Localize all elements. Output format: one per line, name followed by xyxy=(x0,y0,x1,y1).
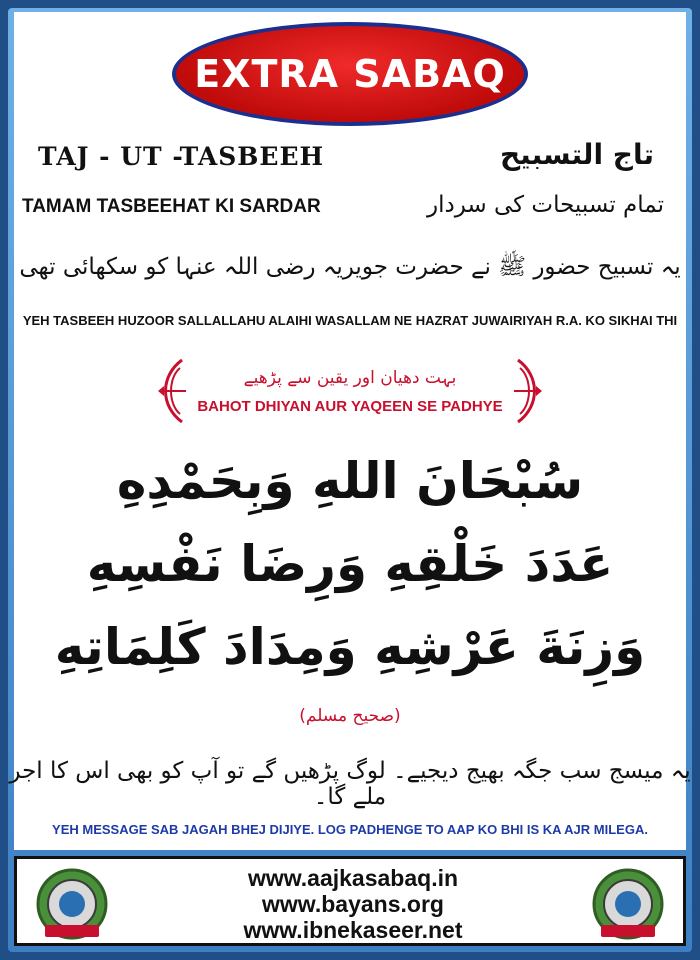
title-banner xyxy=(172,22,528,126)
right-logo-icon xyxy=(589,865,667,943)
hadith-reference: (صحیح مسلم) xyxy=(299,706,401,726)
tasbeeh-line-1: سُبْحَانَ اللهِ وَبِحَمْدِهِ xyxy=(116,452,584,510)
website-link-3[interactable]: www.ibnekaseer.net xyxy=(243,917,463,943)
title-urdu: تاج التسبیح xyxy=(499,138,654,171)
note-english: BAHOT DHIYAN AUR YAQEEN SE PADHYE xyxy=(197,398,503,415)
subtitle-english: TAMAM TASBEEHAT KI SARDAR xyxy=(22,196,321,217)
message-urdu: یہ میسج سب جگہ بھیج دیجیے۔ لوگ پڑھیں گے تو آپ کو بھی اس کا اجر ملے گا۔ xyxy=(9,758,691,810)
message-english: YEH MESSAGE SAB JAGAH BHEJ DIJIYE. LOG PADHENGE TO AAP KO BHI IS KA AJR MILEGA. xyxy=(52,822,648,837)
website-link-1[interactable]: www.aajkasabaq.in xyxy=(247,865,459,891)
banner-text: EXTRA SABAQ xyxy=(194,52,506,96)
tasbeeh-line-3: وَزِنَةَ عَرْشِهِ وَمِدَادَ كَلِمَاتِهِ xyxy=(54,618,646,676)
tasbeeh-line-2: عَدَدَ خَلْقِهِ وَرِضَا نَفْسِهِ xyxy=(86,535,614,593)
intro-english: YEH TASBEEH HUZOOR SALLALLAHU ALAIHI WASALLAM NE HAZRAT JUWAIRIYAH R.A. KO SIKHAI THI xyxy=(22,313,678,328)
subtitle-urdu: تمام تسبیحات کی سردار xyxy=(426,192,664,218)
intro-urdu: یہ تسبیح حضور ﷺ نے حضرت جویریہ رضی اللہ عنہا کو سکھائی تھی xyxy=(19,254,681,280)
footer-box xyxy=(14,856,686,946)
note-urdu: بہت دھیان اور یقین سے پڑھیے xyxy=(243,368,457,388)
title-english: TAJ - UT -TASBEEH xyxy=(38,142,325,171)
website-link-2[interactable]: www.bayans.org xyxy=(262,891,444,917)
